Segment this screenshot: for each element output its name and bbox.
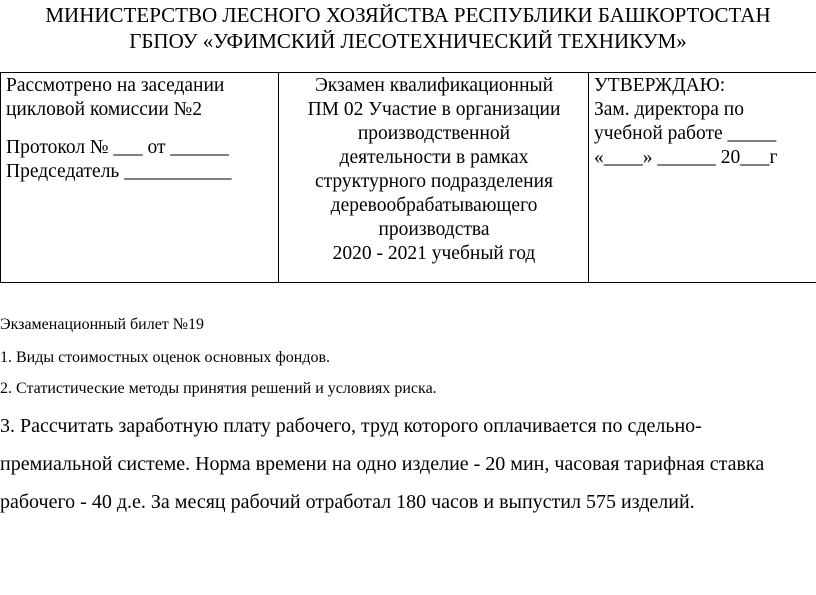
question-2: 2. Статистические методы принятия решений и условиях риска. [0,380,437,397]
exam-line-3: производственной [357,123,511,144]
ministry-title: МИНИСТЕРСТВО ЛЕСНОГО ХОЗЯЙСТВА РЕСПУБЛИКИ БАШКОРТОСТАН [45,3,771,27]
exam-line-6: деревообрабатывающего [330,195,538,216]
approve-heading: УТВЕРЖДАЮ: [594,75,726,96]
exam-line-7: производства [378,219,490,240]
approval-cell [589,73,816,283]
approve-line-3: учебной работе _____ [594,123,777,144]
commission-line-1: Рассмотрено на заседании [6,75,225,96]
question-1: 1. Виды стоимостных оценок основных фондов. [0,349,331,366]
approval-table [0,72,816,283]
approve-line-2: Зам. директора по [594,99,744,120]
ticket-title: Экзаменационный билет №19 [0,316,205,333]
academic-year: 2020 - 2021 учебный год [332,243,536,264]
exam-description-cell [279,73,589,283]
document-header [0,2,816,54]
exam-line-2: ПМ 02 Участие в организации [307,99,561,120]
exam-line-5: структурного подразделения [314,171,554,192]
commission-line-2: цикловой комиссии №2 [6,99,203,120]
question-3: 3. Рассчитать заработную плату рабочего, труд которого оплачивается по сдельно-премиальной системе. Норма времени на одно изделие - 20 мин, часовая тарифная ставка рабочего - 40 д.е. За месяц рабочий отработал 180 часов и выпустил 575 изделий. [0,415,765,513]
school-title: ГБПОУ «УФИМСКИЙ ЛЕСОТЕХНИЧЕСКИЙ ТЕХНИКУМ» [129,29,687,53]
chairman-line: Председатель ___________ [6,161,232,182]
exam-line-1: Экзамен квалификационный [314,75,554,96]
commission-cell [1,73,279,283]
protocol-line: Протокол № ___ от ______ [6,137,229,158]
approve-date-line: «____» ______ 20___г [594,147,778,168]
exam-line-4: деятельности в рамках [339,147,529,168]
